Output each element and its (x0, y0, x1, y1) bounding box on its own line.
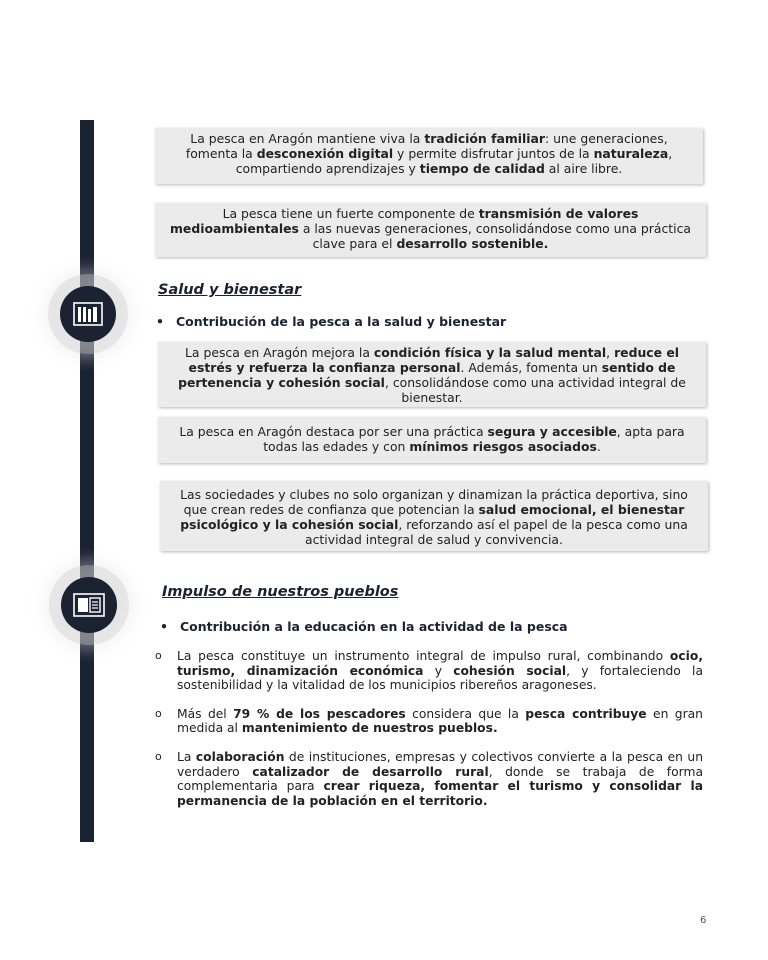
body-text: La pesca en Aragón mantiene viva la (190, 131, 425, 146)
list-marker: o (155, 649, 162, 662)
page-number: 6 (700, 915, 707, 926)
section-health-heading: Salud y bienestar (158, 282, 302, 298)
section-towns-node (61, 577, 117, 633)
emphasis-text: mínimos riesgos asociados (409, 439, 597, 454)
list-marker: o (155, 706, 162, 720)
emphasis-text: segura y accesible (487, 424, 617, 439)
body-text: , apta para todas las edades y con (263, 424, 685, 454)
body-text: , compartiendo aprendizajes y (235, 146, 673, 176)
body-text: , donde se trabaja de forma complementaria para (177, 764, 704, 794)
info-box-values (155, 203, 706, 257)
emphasis-text: ocio, turismo, dinamización económica (177, 649, 703, 678)
section-towns-bullet-text: Contribución a la educación en la actividad de la pesca (180, 619, 568, 634)
emphasis-text: pesca contribuye (525, 706, 647, 721)
list-item-text (177, 649, 703, 692)
emphasis-text: catalizador de desarrollo rural (252, 764, 489, 779)
list-item (155, 707, 703, 736)
emphasis-text: tiempo de calidad (419, 161, 545, 176)
body-text: y (423, 663, 454, 678)
body-text: La pesca en Aragón destaca por ser una práctica (179, 424, 488, 439)
body-text: al aire libre. (544, 161, 623, 176)
emphasis-text: reduce el estrés y refuerza la confianza personal (188, 345, 679, 375)
body-text: de instituciones, empresas y colectivos convierte a la pesca en un verdadero (177, 749, 703, 779)
emphasis-text: desconexión digital (256, 146, 394, 161)
body-text: , reforzando así el papel de la pesca como una actividad integral de salud y convivencia. (305, 517, 688, 547)
body-text: a las nuevas generaciones, consolidándose como una práctica clave para el (298, 221, 691, 251)
emphasis-text: condición física y la salud mental (373, 345, 607, 360)
body-text: . Además, fomenta un (460, 360, 602, 375)
emphasis-text: crear riqueza, fomentar el turismo y consolidar la permanencia de la población en el territorio. (177, 779, 704, 808)
emphasis-text: desarrollo sostenible. (396, 236, 549, 251)
body-text: y permite disfrutar juntos de la (393, 146, 594, 161)
book-open-icon (73, 593, 105, 617)
section-health-node (60, 286, 116, 342)
emphasis-text: naturaleza (593, 146, 669, 161)
body-text: La pesca constituye un instrumento integral de impulso rural, combinando (177, 649, 670, 663)
info-box-family (155, 128, 703, 184)
body-text: La pesca tiene un fuerte componente de (222, 206, 479, 221)
books-icon (73, 302, 103, 326)
body-text: en gran medida al (177, 706, 703, 736)
body-text: considera que la (405, 706, 526, 721)
emphasis-text: transmisión de valores medioambientales (170, 206, 639, 236)
emphasis-text: colaboración (195, 749, 285, 764)
list-marker: o (155, 749, 162, 763)
towns-list (155, 649, 703, 820)
body-text: , (606, 345, 615, 360)
body-text: La (177, 749, 196, 764)
list-item (155, 750, 703, 808)
bullet-marker: • (156, 314, 164, 329)
emphasis-text: tradición familiar (424, 131, 545, 146)
list-item-text (177, 707, 703, 736)
body-text: Más del (177, 706, 234, 721)
section-towns-bullet (160, 619, 568, 634)
list-item (155, 649, 703, 693)
body-text: : une generaciones, fomenta la (185, 131, 668, 161)
body-text: . (596, 439, 601, 454)
info-box-clubs (160, 481, 708, 551)
emphasis-text: mantenimiento de nuestros pueblos. (241, 721, 498, 736)
emphasis-text: salud emocional, el bienestar psicológico y la cohesión social (180, 502, 685, 532)
emphasis-text: cohesión social (453, 663, 567, 678)
info-box-physical-health (158, 342, 706, 407)
section-health-bullet-text: Contribución de la pesca a la salud y bienestar (176, 314, 507, 329)
emphasis-text: 79 % de los pescadores (233, 706, 406, 721)
list-item-text (177, 750, 703, 808)
body-text: , y fortaleciendo la sostenibilidad y la vitalidad de los municipios ribereños aragoneses. (177, 663, 703, 693)
body-text: La pesca en Aragón mejora la (185, 345, 374, 360)
timeline-line (80, 120, 94, 842)
section-health-bullet (156, 314, 506, 329)
body-text: Las sociedades y clubes no solo organizan y dinamizan la práctica deportiva, sino que crean redes de confianza que potencian la (180, 487, 688, 517)
emphasis-text: sentido de pertenencia y cohesión social (178, 360, 676, 390)
info-box-safety (158, 417, 706, 463)
bullet-marker: • (160, 619, 168, 634)
body-text: , consolidándose como una actividad integral de bienestar. (384, 375, 686, 405)
section-towns-heading: Impulso de nuestros pueblos (162, 584, 399, 600)
